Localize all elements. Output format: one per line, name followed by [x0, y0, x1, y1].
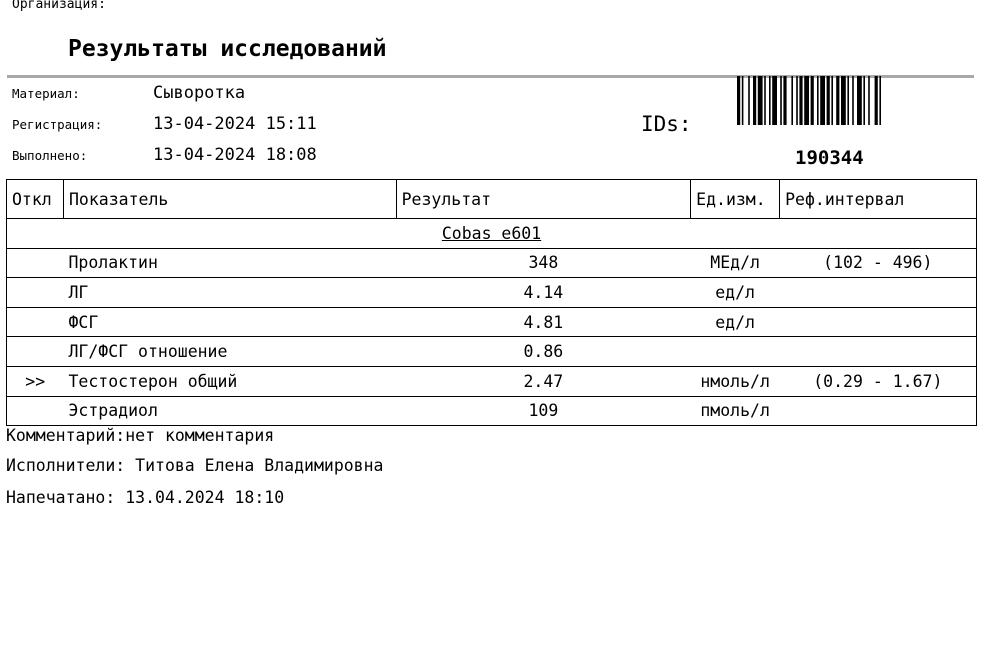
registration-label: Регистрация: — [12, 117, 103, 132]
registration-value: 13-04-2024 15:11 — [153, 114, 317, 134]
header-unit: Ед.изм. — [691, 180, 780, 219]
completed-label: Выполнено: — [12, 148, 88, 163]
row-result: 2.47 — [396, 366, 691, 396]
results-table — [6, 179, 977, 426]
comment-line: Комментарий:нет комментария — [6, 426, 275, 445]
row-result: 4.14 — [396, 278, 691, 308]
row-flag — [7, 248, 64, 278]
row-parameter: Тестостерон общий — [63, 366, 396, 396]
row-parameter: ФСГ — [63, 307, 396, 337]
table-row — [7, 307, 977, 337]
table-row — [7, 396, 977, 426]
row-unit: нмоль/л — [691, 366, 780, 396]
row-result: 4.81 — [396, 307, 691, 337]
row-unit — [691, 337, 780, 367]
analyzer-group-row — [7, 219, 977, 249]
header-reference: Реф.интервал — [780, 180, 977, 219]
row-reference — [780, 307, 977, 337]
row-parameter: Пролактин — [63, 248, 396, 278]
page-title: Результаты исследований — [68, 36, 387, 62]
row-result: 0.86 — [396, 337, 691, 367]
table-row — [7, 366, 977, 396]
completed-value: 13-04-2024 18:08 — [153, 145, 317, 165]
performers-line: Исполнители: Титова Елена Владимировна — [6, 456, 384, 475]
row-result: 348 — [396, 248, 691, 278]
analyzer-name: Cobas e601 — [441, 223, 542, 243]
row-flag — [7, 307, 64, 337]
table-row — [7, 248, 977, 278]
row-reference — [780, 278, 977, 308]
ids-label: IDs: — [641, 112, 692, 136]
row-flag — [7, 278, 64, 308]
material-label: Материал: — [12, 86, 80, 101]
row-reference: (0.29 - 1.67) — [780, 366, 977, 396]
row-parameter: ЛГ/ФСГ отношение — [63, 337, 396, 367]
row-parameter: ЛГ — [63, 278, 396, 308]
analyzer-cell — [7, 219, 977, 249]
row-reference — [780, 337, 977, 367]
row-unit: ед/л — [691, 278, 780, 308]
table-row — [7, 278, 977, 308]
header-result: Результат — [396, 180, 691, 219]
row-unit: МЕд/л — [691, 248, 780, 278]
row-reference — [780, 396, 977, 426]
row-flag — [7, 396, 64, 426]
organization-label: Организация: — [12, 0, 106, 12]
sample-id-number: 190344 — [795, 147, 864, 169]
header-flag: Откл — [7, 180, 64, 219]
row-flag: >> — [7, 366, 64, 396]
table-row — [7, 337, 977, 367]
material-value: Сыворотка — [153, 83, 246, 103]
row-result: 109 — [396, 396, 691, 426]
printed-date-line: Напечатано: 13.04.2024 18:10 — [6, 488, 285, 507]
row-unit: ед/л — [691, 307, 780, 337]
header-parameter: Показатель — [63, 180, 396, 219]
row-reference: (102 - 496) — [780, 248, 977, 278]
row-flag — [7, 337, 64, 367]
row-unit: пмоль/л — [691, 396, 780, 426]
barcode-image — [737, 76, 933, 125]
row-parameter: Эстрадиол — [63, 396, 396, 426]
table-header-row — [7, 180, 977, 219]
